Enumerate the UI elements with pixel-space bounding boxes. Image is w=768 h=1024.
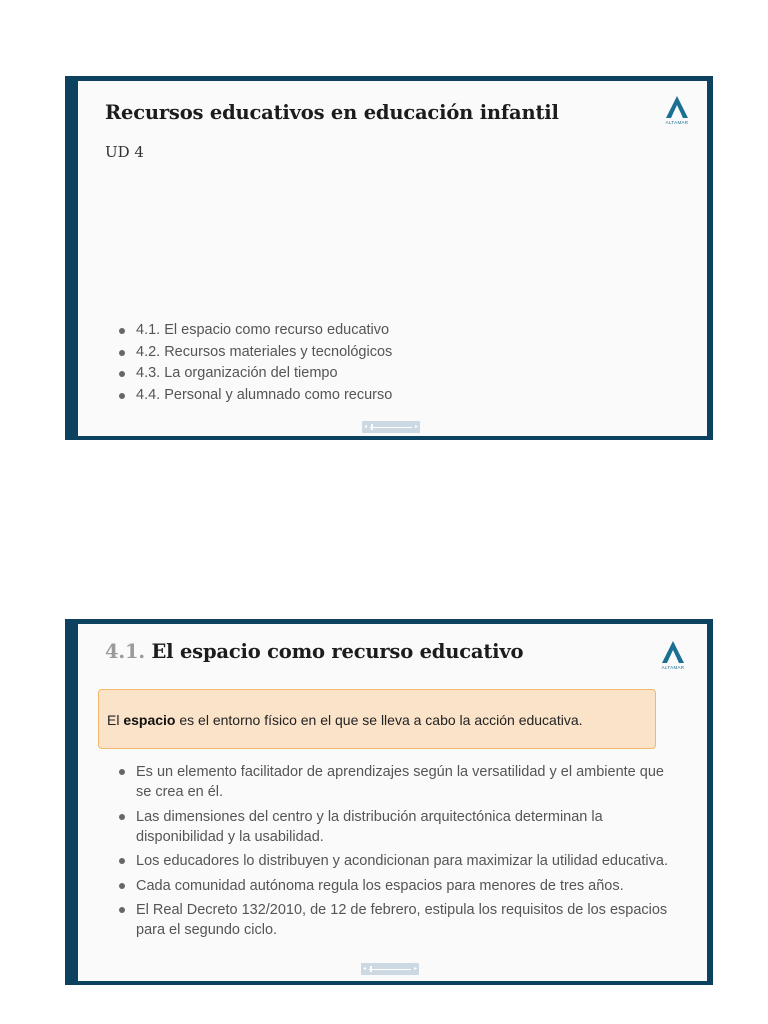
list-item: Cada comunidad autónoma regula los espacios para menores de tres años. — [112, 876, 682, 896]
altamar-logo — [657, 640, 689, 671]
slide-2 — [65, 619, 713, 985]
list-item: Las dimensiones del centro y la distribución arquitectónica determinan la disponibilidad y la usabilidad. — [112, 807, 682, 847]
callout-text: es el entorno físico en el que se lleva a cabo la acción educativa. — [175, 712, 583, 728]
slider-right-arrow-icon[interactable]: ▸ — [413, 966, 417, 972]
topics-list — [112, 320, 392, 406]
list-item: 4.1. El espacio como recurso educativo — [112, 320, 392, 342]
slide-1-title: Recursos educativos en educación infantil — [105, 101, 559, 124]
slider-handle[interactable] — [371, 424, 373, 430]
callout-prefix: El — [107, 712, 124, 728]
altamar-logo-icon — [661, 640, 685, 664]
slider-left-arrow-icon[interactable]: ◂ — [364, 424, 368, 430]
altamar-logo-icon — [665, 95, 689, 119]
slide-2-title — [105, 640, 523, 663]
list-item: 4.3. La organización del tiempo — [112, 363, 392, 385]
list-item: 4.2. Recursos materiales y tecnológicos — [112, 342, 392, 364]
space-points-list — [112, 762, 682, 945]
altamar-logo-text: ALTAMAR — [661, 665, 685, 670]
slider-track — [369, 969, 411, 970]
slide-navigation-slider[interactable] — [361, 963, 419, 975]
slider-handle[interactable] — [370, 966, 372, 972]
slider-left-arrow-icon[interactable]: ◂ — [363, 966, 367, 972]
slide-1-subtitle: UD 4 — [105, 143, 144, 161]
callout-keyword: espacio — [123, 712, 176, 728]
list-item: Es un elemento facilitador de aprendizajes según la versatilidad y el ambiente que se crea en él. — [112, 762, 682, 802]
list-item: El Real Decreto 132/2010, de 12 de febrero, estipula los requisitos de los espacios para el segundo ciclo. — [112, 900, 682, 940]
slide-navigation-slider[interactable] — [362, 421, 420, 433]
slide-1 — [65, 76, 713, 440]
slider-track — [370, 427, 412, 428]
list-item: 4.4. Personal y alumnado como recurso — [112, 385, 392, 407]
altamar-logo — [661, 95, 693, 126]
definition-callout — [98, 689, 656, 749]
slider-right-arrow-icon[interactable]: ▸ — [414, 424, 418, 430]
list-item: Los educadores lo distribuyen y acondicionan para maximizar la utilidad educativa. — [112, 851, 682, 871]
altamar-logo-text: ALTAMAR — [665, 120, 689, 125]
section-title: El espacio como recurso educativo — [151, 640, 524, 663]
section-number: 4.1. — [105, 640, 145, 663]
